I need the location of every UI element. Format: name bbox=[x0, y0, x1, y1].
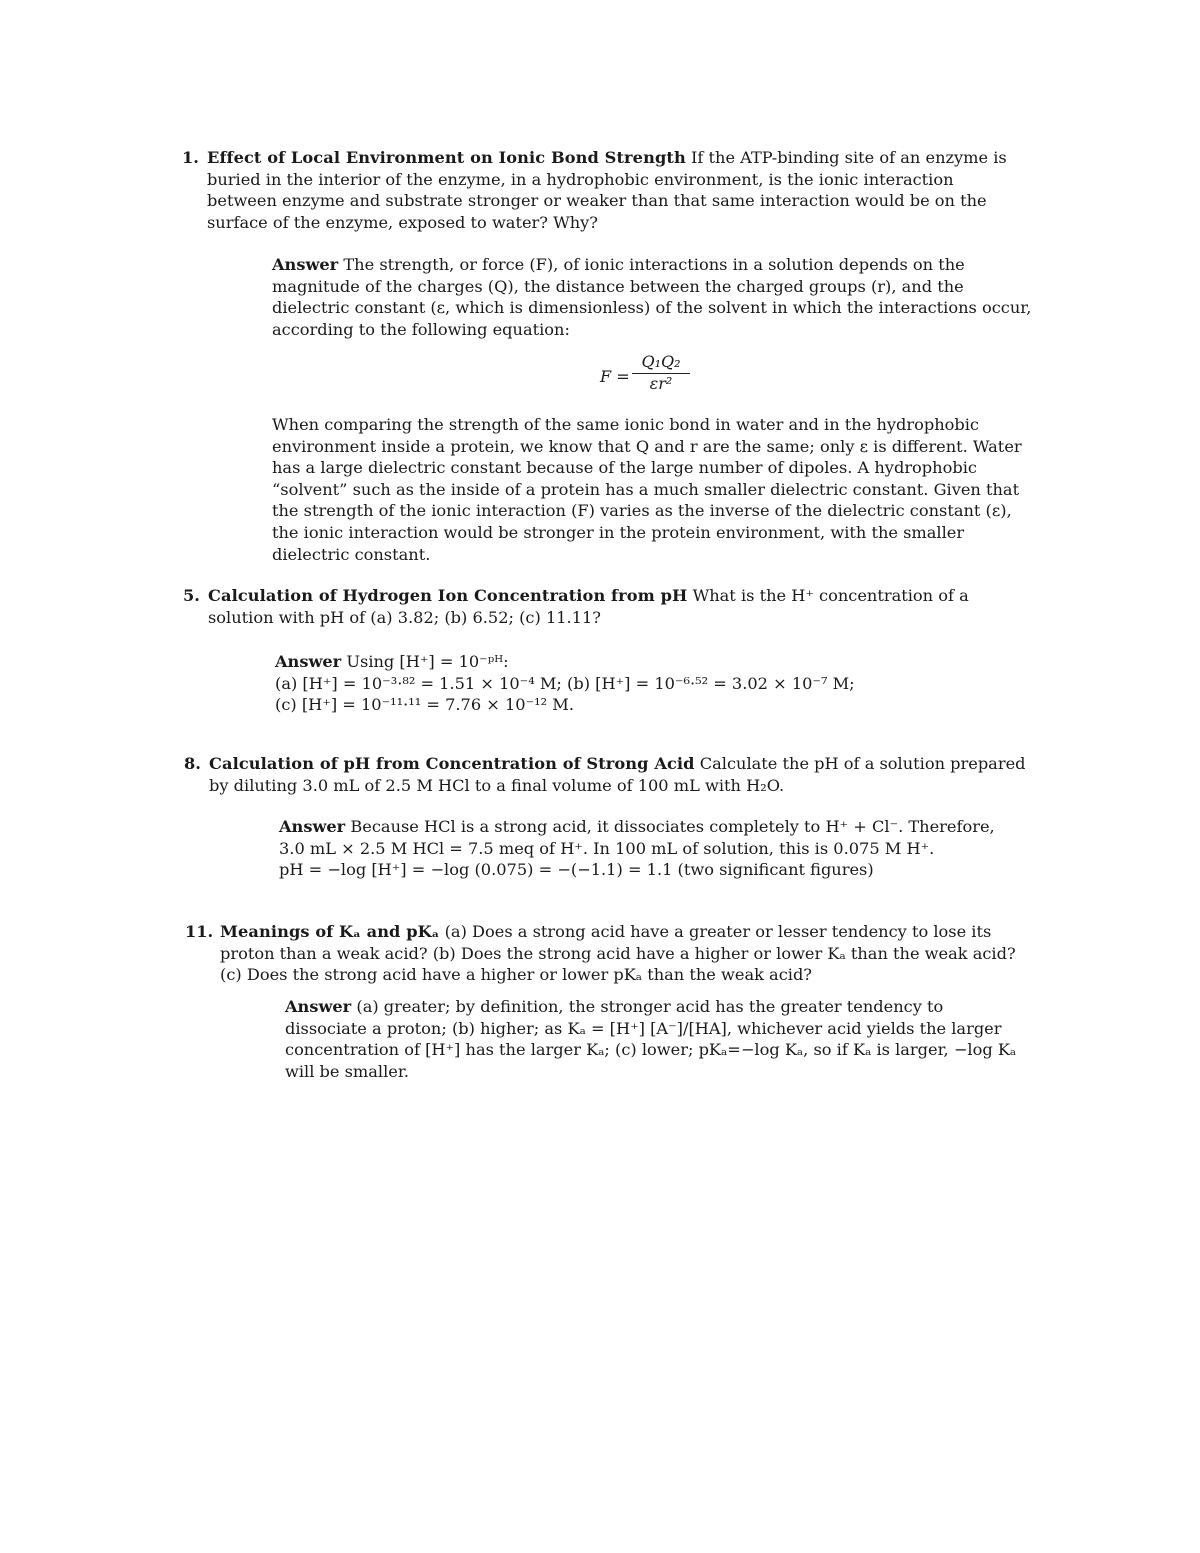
problem-title: Calculation of pH from Concentration of Strong Acid bbox=[209, 754, 695, 773]
problem-5 bbox=[183, 585, 1028, 628]
answer-line: pH = −log [H⁺] = −log (0.075) = −(−1.1) = 1.1 (two significant figures) bbox=[279, 860, 874, 880]
answer-1-part-1 bbox=[272, 254, 1032, 340]
problem-11 bbox=[185, 921, 1025, 986]
equation-denominator: εr² bbox=[649, 374, 673, 393]
answer-1-part-2 bbox=[272, 414, 1032, 565]
problem-question bbox=[209, 753, 1029, 796]
answer-label: Answer bbox=[275, 652, 342, 671]
equation-fraction bbox=[632, 352, 690, 394]
answer-line: 3.0 mL × 2.5 M HCl = 7.5 meq of H⁺. In 100 mL of solution, this is 0.075 M H⁺. bbox=[279, 838, 935, 858]
question-text: (a) Does a strong acid have a greater or lesser tendency to lose its proton than a weak acid? (b) Does the strong acid have a higher or lower Kₐ than the weak acid? (c) Does the strong acid have a higher or lower pKₐ than the weak acid? bbox=[220, 922, 1016, 985]
problem-number: 11. bbox=[185, 922, 214, 941]
answer-5 bbox=[275, 651, 1035, 716]
problem-8 bbox=[184, 753, 1029, 796]
problem-number: 1. bbox=[182, 148, 199, 167]
answer-label: Answer bbox=[285, 997, 352, 1016]
problem-question bbox=[220, 921, 1025, 986]
answer-label: Answer bbox=[279, 817, 346, 836]
problem-title: Calculation of Hydrogen Ion Concentration from pH bbox=[208, 586, 688, 605]
answer-label: Answer bbox=[272, 255, 339, 274]
problem-question bbox=[207, 147, 1012, 233]
equation-lhs: F = bbox=[600, 367, 630, 386]
answer-line bbox=[275, 651, 1035, 673]
answer-line: (c) [H⁺] = 10⁻¹¹·¹¹ = 7.76 × 10⁻¹² M. bbox=[275, 695, 574, 715]
question-text: Calculate the pH of a solution prepared by diluting 3.0 mL of 2.5 M HCl to a final volume of 100 mL with H₂O. bbox=[209, 754, 1026, 795]
answer-8 bbox=[279, 816, 1039, 881]
answer-line bbox=[279, 816, 1039, 838]
problem-title: Effect of Local Environment on Ionic Bond Strength bbox=[207, 148, 686, 167]
problem-number: 5. bbox=[183, 586, 200, 605]
answer-text: Because HCl is a strong acid, it dissociates completely to H⁺ + Cl⁻. Therefore, bbox=[350, 817, 995, 836]
answer-11 bbox=[285, 996, 1025, 1082]
problem-number: 8. bbox=[184, 754, 201, 773]
equation-numerator: Q₁Q₂ bbox=[632, 352, 690, 374]
answer-line: (a) [H⁺] = 10⁻³·⁸² = 1.51 × 10⁻⁴ M; (b) [H⁺] = 10⁻⁶·⁵² = 3.02 × 10⁻⁷ M; bbox=[275, 673, 855, 693]
problem-1 bbox=[182, 147, 1012, 233]
problem-title: Meanings of Kₐ and pKₐ bbox=[220, 922, 440, 941]
answer-text: (a) greater; by definition, the stronger acid has the greater tendency to dissociate a proton; (b) higher; as Kₐ = [H⁺] [A⁻]/[HA], whichever acid yields the larger concentration of [H⁺] has the larger Kₐ; (c) lower; pKₐ=−log Kₐ, so if Kₐ is larger, −log Kₐ will be smaller. bbox=[285, 997, 1017, 1081]
question-text: If the ATP-binding site of an enzyme is buried in the interior of the enzyme, in a hydrophobic environment, is the ionic interaction between enzyme and substrate stronger or weaker than that same interaction would be on the surface of the enzyme, exposed to water? Why? bbox=[207, 148, 1007, 232]
answer-text: The strength, or force (F), of ionic interactions in a solution depends on the magnitude of the charges (Q), the distance between the charged groups (r), and the dielectric constant (ε, which is dimensionless) of the solvent in which the interactions occur, according to the following equation: bbox=[272, 255, 1032, 339]
question-text: What is the H⁺ concentration of a solution with pH of (a) 3.82; (b) 6.52; (c) 11.11? bbox=[208, 586, 969, 627]
answer-text: When comparing the strength of the same ionic bond in water and in the hydrophobic environment inside a protein, we know that Q and r are the same; only ε is different. Water has a large dielectric constant because of the large number of dipoles. A hydrophobic “solvent” such as the inside of a protein has a much smaller dielectric constant. Given that the strength of the ionic interaction (F) varies as the inverse of the dielectric constant (ε), the ionic interaction would be stronger in the protein environment, with the smaller dielectric constant. bbox=[272, 415, 1022, 564]
problem-question bbox=[208, 585, 1028, 628]
answer-text: Using [H⁺] = 10⁻ᵖᴴ: bbox=[346, 652, 509, 671]
